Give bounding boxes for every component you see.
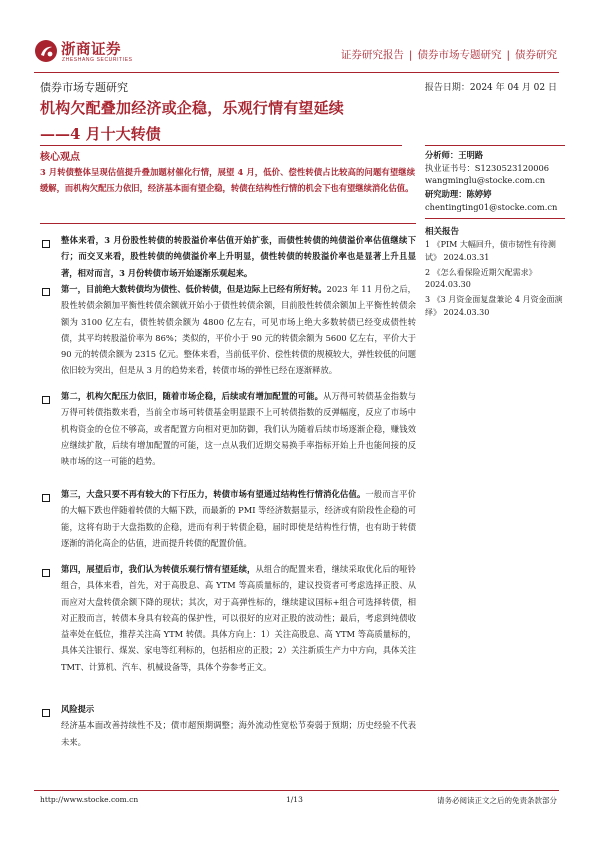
body-paragraph-overview	[61, 232, 416, 281]
related-report-date: 2024.03.30	[443, 307, 490, 317]
related-reports-heading: 相关报告	[425, 227, 460, 237]
related-report-item[interactable]	[425, 239, 567, 265]
sidebar-divider	[425, 145, 565, 146]
assistant-block	[425, 188, 565, 213]
body-paragraph-second	[61, 388, 416, 469]
brand-name-en: ZHESHANG SECURITIES	[62, 57, 133, 63]
nav-item-bond-research: 债券研究	[515, 49, 557, 61]
top-nav: 证券研究报告 | 债券市场专题研究 | 债券研究	[340, 49, 557, 61]
paragraph-text: 2023 年 11 月份之后，股性转债余额加平衡性转债余额就开始小于债性转债余额，目前股性转债余额加上平衡性转债余额为 3100 亿左右，债性转债余额为 4800 亿左右，可见市场上绝大多数转债已经变成债性转债，其平均转股溢价率为 86%；类似的，平价小于 90 元的转债余额为 5600 亿左右，平价大于 90 元的转债余额为 2315 亿元。整体来看，当前低平价、偿性转债的规模较大，弹性较低的问题依旧较为突出，但是从 3 月的趋势来看，转债市场的弹性已经在逐渐释放。	[61, 284, 416, 376]
related-report-date: 2024.03.30	[425, 280, 471, 290]
assistant-email: chentingting01@stocke.com.cn	[425, 201, 558, 212]
report-subtitle: ——4 月十大转债	[40, 125, 161, 143]
paragraph-text: 整体来看，3 月份股性转债的转股溢价率估值开始扩张，而债性转债的纯债溢价率估值继续下行；而交叉来看，股性转债的纯债溢价率上升明显，债性转债的转股溢价率也是显著上升且显著，相对而言，3 月份转债市场开始逐渐乐观起来。	[61, 235, 416, 278]
bullet-square-icon	[42, 569, 50, 577]
analyst-label: 分析师：	[425, 150, 459, 160]
bullet-square-icon	[42, 396, 50, 404]
footer-divider	[34, 790, 559, 791]
paragraph-lead: 第四，展望后市，我们认为转债乐观行情有望延续，	[61, 564, 256, 574]
related-report-title: 《怎么看保险近期欠配需求》	[432, 267, 537, 277]
page-number: 1/13	[286, 795, 303, 804]
footer-url[interactable]: http://www.stocke.com.cn	[40, 795, 139, 804]
paragraph-text: 从万得可转债基金指数与万得可转债指数来看，当前全市场可转债基金明显跟不上可转债指数的反弹幅度，反应了市场中机构资金的仓位不够高，或者配置方向相对更加防御，我们认为随着后续市场逐渐企稳，赚钱效应继续扩散，后续有增加配置的可能，这一点从我们近期交易换手率指标开始上升也能间接的反映市场的这一可能的趋势。	[61, 391, 416, 467]
risk-text: 经济基本面改善持续性不及；债市超预期调整；海外流动性宽松节奏弱于预期；历史经验不代表未来。	[61, 720, 416, 747]
body-paragraph-fourth	[61, 561, 416, 675]
report-title: 机构欠配叠加经济或企稳，乐观行情有望延续	[40, 99, 345, 117]
core-view-heading: 核心观点	[40, 152, 80, 163]
analyst-name: 王明路	[458, 150, 484, 160]
risk-section	[61, 701, 416, 750]
report-date: 报告日期：2024 年 04 月 02 日	[424, 83, 557, 93]
analyst-block	[425, 149, 565, 187]
brand-name: 浙商证券	[61, 42, 121, 58]
paragraph-text: 一般而言平价的大幅下跌也伴随着转债的大幅下跌，而最新的 PMI 等经济数据显示，经济或有阶段性企稳的可能，这将有助于大盘指数的企稳，进而有利于转债企稳，届时即使是结构性行情，也有助于转债逐渐的消化高企的估值，进而提升转债的配置价值。	[61, 489, 416, 548]
bullet-square-icon	[42, 709, 50, 717]
analyst-license: 执业证书号：S1230523120006	[425, 162, 550, 173]
report-type: 债券市场专题研究	[40, 81, 128, 94]
related-report-number: 3	[425, 295, 431, 305]
related-report-date: 2024.03.31	[443, 252, 490, 262]
analyst-email: wangminglu@stocke.com.cn	[425, 175, 546, 185]
assistant-name: 陈婷婷	[466, 189, 492, 199]
body-paragraph-third	[61, 486, 416, 551]
nav-item-research-report: 证券研究报告	[340, 49, 404, 61]
body-paragraph-first	[61, 281, 416, 379]
bullet-square-icon	[42, 494, 50, 502]
related-report-title: 《3 月资金面复盘兼论 4 月资金面演绎》	[425, 295, 563, 317]
related-report-number: 2	[425, 267, 431, 277]
paragraph-text: 从组合的配置来看，继续采取优化后的哑铃组合，具体来看，首先，对于高股息、高 YTM 等高质量标的，建议投资者可考虑选择正股、从而应对大盘转债余额下降的现状；其次，对于高弹性标的，继续建议国标+组合可选择转债，相对正股而言，转债本身具有较高的保护性，可以很好的应对正股的波动性；最后，考虑到纯债收益率处在低位，推荐关注高 YTM 转债。具体方向上：1）关注高股息、高 YTM 等高质量标的，具体关注银行、煤炭、家电等红利标的，包括相应的正股；2）关注新质生产力中方向，具体关注 TMT、计算机、汽车、机械设备等，具体个券参考正文。	[61, 564, 416, 672]
paragraph-lead: 第一，目前绝大数转债均为债性、低价转债，但是边际上已经有所好转。	[61, 284, 327, 294]
related-reports-list	[425, 239, 567, 322]
paragraph-lead: 第二，机构欠配压力依旧，随着市场企稳，后续或有增加配置的可能。	[61, 391, 324, 401]
related-report-item[interactable]	[425, 294, 567, 320]
core-view-text: 3 月转债整体呈现估值提升叠加题材催化行情，展望 4 月，低价、偿性转债占比较高的问题有望继续缓解，而机构欠配压力依旧，经济基本面有望企稳，转债在结构性行情的机会下也有望继续消化估值。	[40, 167, 415, 193]
nav-item-bond-topic: 债券市场专题研究	[417, 49, 502, 61]
footer-disclaimer: 请务必阅读正文之后的免责条款部分	[437, 796, 557, 805]
paragraph-lead: 第三，大盘只要不再有较大的下行压力，转债市场有望通过结构性行情消化估值。	[61, 489, 366, 499]
related-report-title: 《PIM 大幅回升，债市韧性有待测试》	[425, 240, 556, 262]
header-divider	[34, 72, 559, 73]
risk-heading: 风险提示	[61, 704, 95, 714]
body-divider	[40, 223, 416, 224]
related-report-number: 1	[425, 240, 431, 249]
related-report-item[interactable]	[425, 267, 567, 293]
bullet-square-icon	[42, 240, 50, 248]
bullet-square-icon	[42, 288, 50, 296]
sidebar-divider	[425, 218, 565, 219]
assistant-label: 研究助理：	[425, 189, 467, 199]
title-divider	[40, 145, 402, 146]
brand-logo-icon	[35, 40, 57, 62]
